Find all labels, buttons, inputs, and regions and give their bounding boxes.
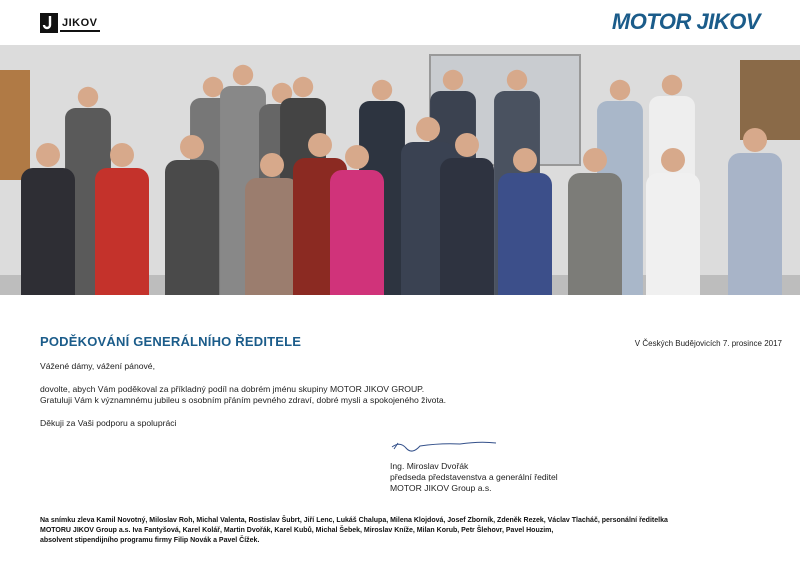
motor-jikov-logo: MOTOR JIKOV <box>611 9 760 34</box>
group-photo <box>0 45 800 295</box>
photo-caption <box>40 516 740 546</box>
photo-caption-line-3: absolvent stipendijního programu firmy Filip Novák a Pavel Čížek. <box>40 537 260 544</box>
photo-caption-line-1: Na snímku zleva Kamil Novotný, Miloslav Roh, Michal Valenta, Rostislav Šubrt, Jiří Lenc, Lukáš Chalupa, Milena Klojdová, Josef Zborník, Zdeněk Rezek, Václav Tlacháč, personální ředitelka <box>40 517 668 524</box>
photo-caption-line-2: MOTORU JIKOV Group a.s. Iva Fantyšová, Karel Kolář, Martin Dvořák, Karel Kubů, Michal Šebek, Miroslav Kníže, Milan Korub, Petr Šlehovr, Pavel Houzim, <box>40 527 554 534</box>
handwritten-signature <box>390 437 500 458</box>
greeting: Vážené dámy, vážení pánové, <box>40 361 155 371</box>
jikov-logo <box>40 12 100 34</box>
group-photo-icon <box>0 45 800 295</box>
signatory-name: Ing. Miroslav Dvořák <box>390 461 469 471</box>
letter-thanks: Děkuji za Vaši podporu a spolupráci <box>40 418 177 428</box>
place-date: V Českých Budějovicích 7. prosince 2017 <box>634 339 782 348</box>
letter-paragraph-2: Gratuluji Vám k významnému jubileu s osobním přáním pevného zdraví, dobré mysli a spokojeného života. <box>40 395 447 405</box>
letter-paragraph-1: dovolte, abych Vám poděkoval za příkladný podíl na dobrém jménu skupiny MOTOR JIKOV GROUP. <box>40 384 425 394</box>
jikov-emblem-icon <box>40 13 58 33</box>
jikov-logo-text: JIKOV <box>60 16 100 32</box>
letter-title: PODĚKOVÁNÍ GENERÁLNÍHO ŘEDITELE <box>40 334 302 349</box>
signatory-company: MOTOR JIKOV Group a.s. <box>390 483 492 493</box>
signatory-role: předseda představenstva a generální ředitel <box>390 472 558 482</box>
